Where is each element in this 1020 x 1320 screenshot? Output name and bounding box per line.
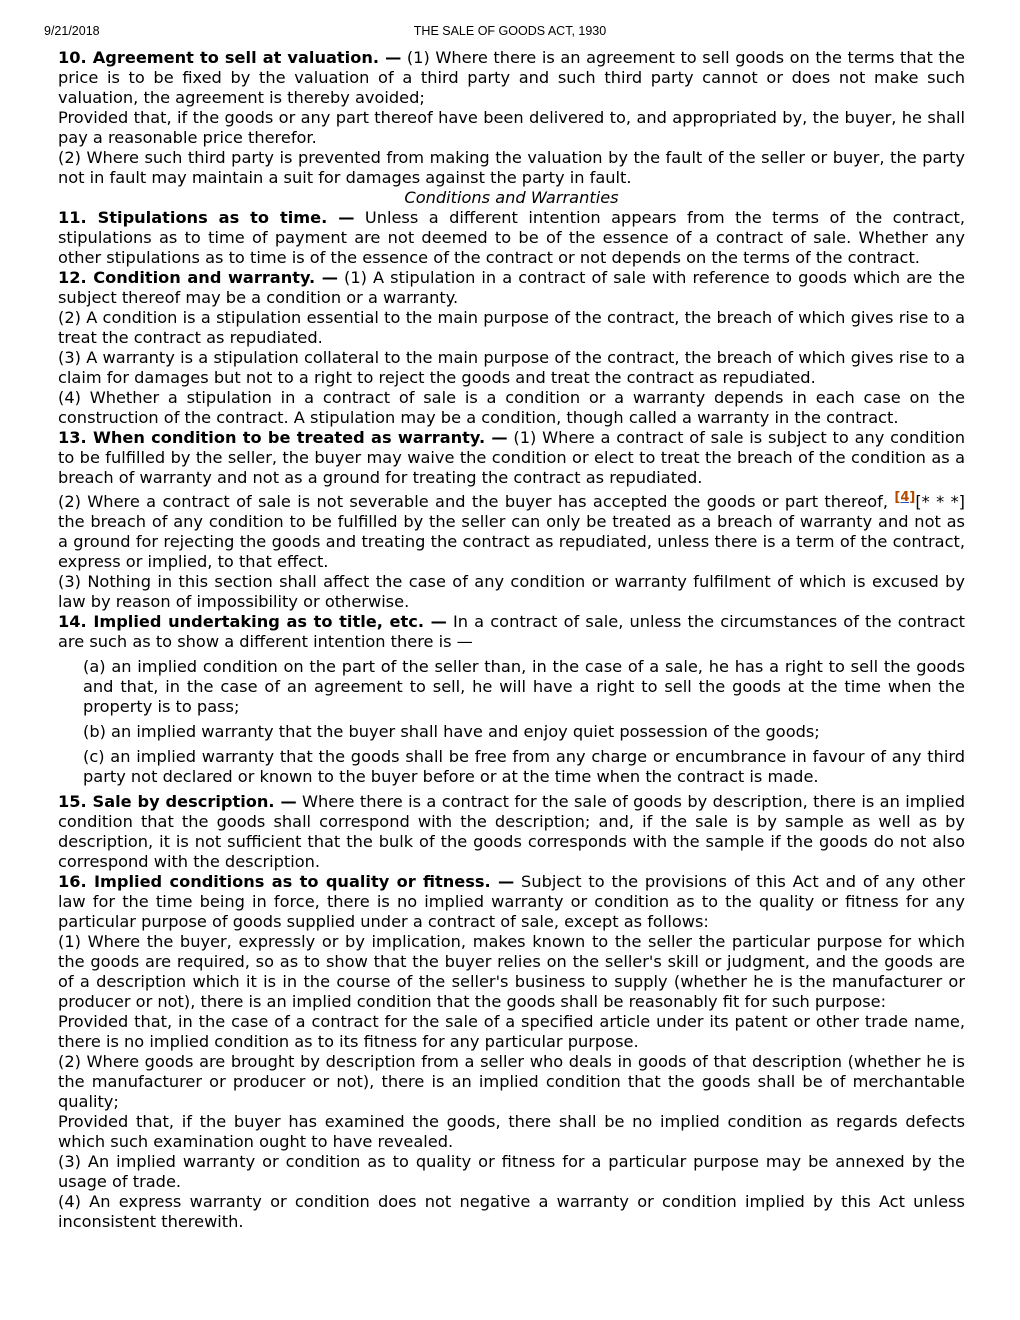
paragraph	[58, 1052, 965, 1112]
paragraph-text: Subject to the provisions of this Act and of any other law for the time being in force, there is no implied warranty or condition as to the quality or fitness for any particular purpose of goods supplied under a contract of sale, except as follows:	[58, 872, 965, 931]
paragraph	[58, 932, 965, 1012]
paragraph-text: Conditions and Warranties	[404, 188, 619, 207]
paragraph	[58, 572, 965, 612]
paragraph-text: (4) Whether a stipulation in a contract of sale is a condition or a warranty depends in each case on the construction of the contract. A stipulation may be a condition, though called a warranty in the contract.	[58, 388, 965, 427]
paragraph-text: (4) An express warranty or condition does not negative a warranty or condition implied by this Act unless inconsistent therewith.	[58, 1192, 965, 1231]
paragraph-text: Unless a different intention appears from the terms of the contract, stipulations as to time of payment are not deemed to be of the essence of a contract of sale. Whether any other stipulations as to time is of the essence of the contract or not depends on the terms of the contract.	[58, 208, 965, 267]
paragraph-text: (2) Where such third party is prevented from making the valuation by the fault of the seller or buyer, the party not in fault may maintain a suit for damages against the party in fault.	[58, 148, 965, 187]
paragraph	[58, 348, 965, 388]
list-item	[83, 747, 965, 787]
paragraph-text: (3) Nothing in this section shall affect the case of any condition or warranty fulfilment of which is excused by law by reason of impossibility or otherwise.	[58, 572, 965, 611]
paragraph-text: (1) Where a contract of sale is subject to any condition to be fulfilled by the seller, the buyer may waive the condition or elect to treat the breach of the condition as a breach of warranty and not as a ground for treating the contract as repudiated.	[58, 428, 965, 487]
paragraph	[58, 108, 965, 148]
section-heading	[58, 188, 965, 208]
paragraph-text: In a contract of sale, unless the circumstances of the contract are such as to show a different intention there is —	[58, 612, 966, 651]
paragraph	[58, 1012, 965, 1052]
section-title: 15. Sale by description. —	[58, 792, 297, 811]
paragraph-text: (1) Where the buyer, expressly or by implication, makes known to the seller the particular purpose for which the goods are required, so as to show that the buyer relies on the seller's skill or judgment, and the goods are of a description which it is in the course of the seller's business to supply (whether he is the manufacturer or producer or not), there is an implied condition that the goods shall be reasonably fit for such purpose:	[58, 932, 965, 1011]
print-date: 9/21/2018	[44, 24, 100, 38]
paragraph-text: [* * *] the breach of any condition to be fulfilled by the seller can only be treated as a breach of warranty and not as a ground for rejecting the goods and treating the contract as repudiated, unless there is a term of the contract, express or implied, to that effect.	[58, 492, 965, 571]
footnote-link[interactable]: [4]	[894, 490, 916, 505]
paragraph	[58, 792, 965, 872]
paragraph	[58, 148, 965, 188]
paragraph-text: (2) A condition is a stipulation essential to the main purpose of the contract, the breach of which gives rise to a treat the contract as repudiated.	[58, 308, 965, 347]
paragraph-text: (b) an implied warranty that the buyer shall have and enjoy quiet possession of the goods;	[83, 722, 820, 741]
document-title: THE SALE OF GOODS ACT, 1930	[413, 24, 607, 38]
paragraph	[58, 388, 965, 428]
paragraph-text: (a) an implied condition on the part of the seller than, in the case of a sale, he has a right to sell the goods and that, in the case of an agreement to sell, he will have a right to sell the goods at the time when the property is to pass;	[83, 657, 965, 716]
section-title: 16. Implied conditions as to quality or fitness. —	[58, 872, 515, 891]
paragraph-text: (2) Where a contract of sale is not severable and the buyer has accepted the goods or part thereof,	[58, 492, 895, 511]
paragraph	[58, 1112, 965, 1152]
section-title: 10. Agreement to sell at valuation. —	[58, 48, 402, 67]
paragraph	[58, 1152, 965, 1192]
act-text	[58, 48, 965, 1232]
section-title: 14. Implied undertaking as to title, etc. —	[58, 612, 447, 631]
paragraph	[58, 488, 965, 572]
paragraph	[58, 612, 965, 652]
paragraph	[58, 48, 965, 108]
paragraph-text: (3) A warranty is a stipulation collateral to the main purpose of the contract, the breach of which gives rise to a claim for damages but not to a right to reject the goods and treat the contract as repudiated.	[58, 348, 965, 387]
list-item	[83, 722, 965, 742]
paragraph-text: (2) Where goods are brought by description from a seller who deals in goods of that description (whether he is the manufacturer or producer or not), there is an implied condition that the goods shall be of merchantable quality;	[58, 1052, 965, 1111]
paragraph-text: (1) Where there is an agreement to sell goods on the terms that the price is to be fixed by the valuation of a third party and such third party cannot or does not make such valuation, the agreement is thereby avoided;	[58, 48, 965, 107]
paragraph-text: (c) an implied warranty that the goods shall be free from any charge or encumbrance in favour of any third party not declared or known to the buyer before or at the time when the contract is made.	[83, 747, 965, 786]
paragraph	[58, 208, 965, 268]
paragraph-text: (1) A stipulation in a contract of sale with reference to goods which are the subject thereof may be a condition or a warranty.	[58, 268, 966, 307]
paragraph	[58, 308, 965, 348]
section-title: 11. Stipulations as to time. —	[58, 208, 355, 227]
list-item	[83, 657, 965, 717]
paragraph-text: Provided that, if the buyer has examined the goods, there shall be no implied condition as regards defects which such examination ought to have revealed.	[58, 1112, 965, 1151]
section-title: 13. When condition to be treated as warranty. —	[58, 428, 508, 447]
paragraph-text: Where there is a contract for the sale of goods by description, there is an implied condition that the goods shall correspond with the description; and, if the sale is by sample as well as by description, it is not sufficient that the bulk of the goods corresponds with the sample if the goods do not also correspond with the description.	[58, 792, 965, 871]
paragraph-text: (3) An implied warranty or condition as to quality or fitness for a particular purpose may be annexed by the usage of trade.	[58, 1152, 965, 1191]
paragraph	[58, 428, 965, 488]
paragraph	[58, 268, 965, 308]
paragraph-text: Provided that, in the case of a contract for the sale of a specified article under its patent or other trade name, there is no implied condition as to its fitness for any particular purpose.	[58, 1012, 965, 1051]
paragraph-text: Provided that, if the goods or any part thereof have been delivered to, and appropriated by, the buyer, he shall pay a reasonable price therefor.	[58, 108, 965, 147]
paragraph	[58, 1192, 965, 1232]
section-title: 12. Condition and warranty. —	[58, 268, 338, 287]
paragraph	[58, 872, 965, 932]
